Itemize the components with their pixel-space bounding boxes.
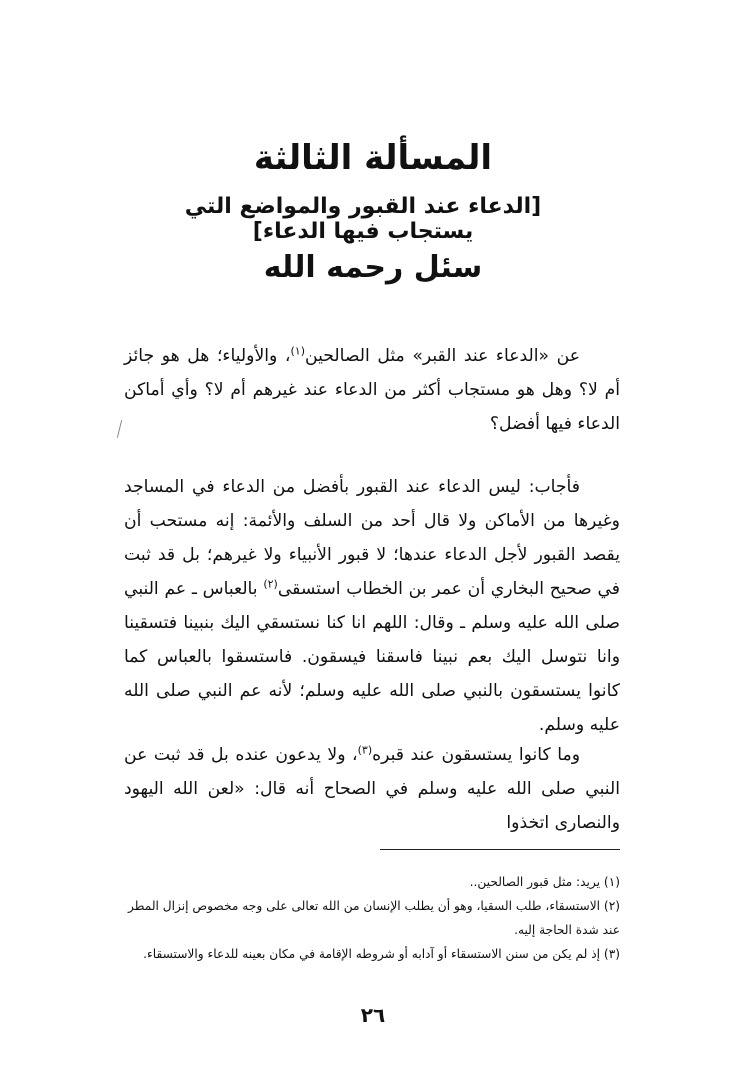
question-text-end: ، والأولياء؛ هل هو جائز أم لا؟ وهل هو مستجاب أكثر من الدعاء عند غيرهم أم لا؟ وأي أماكن الدعاء فيها أفضل؟	[124, 346, 620, 434]
answer-paragraph	[124, 470, 620, 742]
footnotes	[120, 870, 620, 966]
answer-text-end: بالعباس ـ عم النبي صلى الله عليه وسلم ـ وقال: اللهم انا كنا نستسقي اليك بنبينا فتسقينا وانا نتوسل اليك بعم نبينا فاسقنا فيسقون. فاستسقوا بالعباس كما كانوا يستسقون بالنبي صلى الله عليه وسلم؛ لأنه عم النبي صلى الله عليه وسلم.	[124, 579, 620, 735]
footnote-separator	[380, 849, 620, 850]
pen-mark	[117, 420, 122, 438]
question-paragraph	[124, 339, 620, 441]
footnote-ref-3: (٣)	[357, 743, 373, 757]
section-byline: سئل رحمه الله	[263, 250, 483, 285]
answer-text-start: فأجاب: ليس الدعاء عند القبور بأفضل من الدعاء في المساجد وغيرها من الأماكن ولا قال أحد من السلف والأئمة: إنه مستحب أن يقصد القبور لأجل الدعاء عندها؛ لا قبور الأنبياء ولا غيرهم؛ بل قد ثبت في صحيح البخاري أن عمر بن الخطاب استسقى	[124, 477, 620, 599]
section-title: المسألة الثالثة	[253, 138, 493, 178]
section-subtitle: [الدعاء عند القبور والمواضع التي يستجاب فيها الدعاء]	[184, 194, 542, 244]
continuation-text-start: وما كانوا يستسقون عند قبره	[372, 745, 580, 765]
footnote-3: (٣) إذ لم يكن من سنن الاستسقاء أو آدابه أو شروطه الإقامة في مكان بعينه للدعاء والاستسقاء.	[143, 947, 620, 961]
footnote-2: (٢) الاستسقاء، طلب السقيا، وهو أن يطلب الإنسان من الله تعالى على وجه مخصوص إنزال المطر عند شدة الحاجة إليه.	[128, 899, 620, 937]
footnote-ref-2: (٢)	[263, 577, 278, 591]
question-text-start: عن «الدعاء عند القبر» مثل الصالحين	[305, 346, 580, 366]
continuation-paragraph	[124, 738, 620, 840]
footnote-1: (١) يريد: مثل قبور الصالحين..	[469, 875, 620, 889]
footnote-ref-1: (١)	[290, 344, 305, 358]
continuation-text-end: ، ولا يدعون عنده بل قد ثبت عن النبي صلى الله عليه وسلم في الصحاح أنه قال: «لعن الله اليهود والنصارى اتخذوا	[124, 745, 620, 833]
page-number: ٢٦	[360, 1003, 386, 1027]
